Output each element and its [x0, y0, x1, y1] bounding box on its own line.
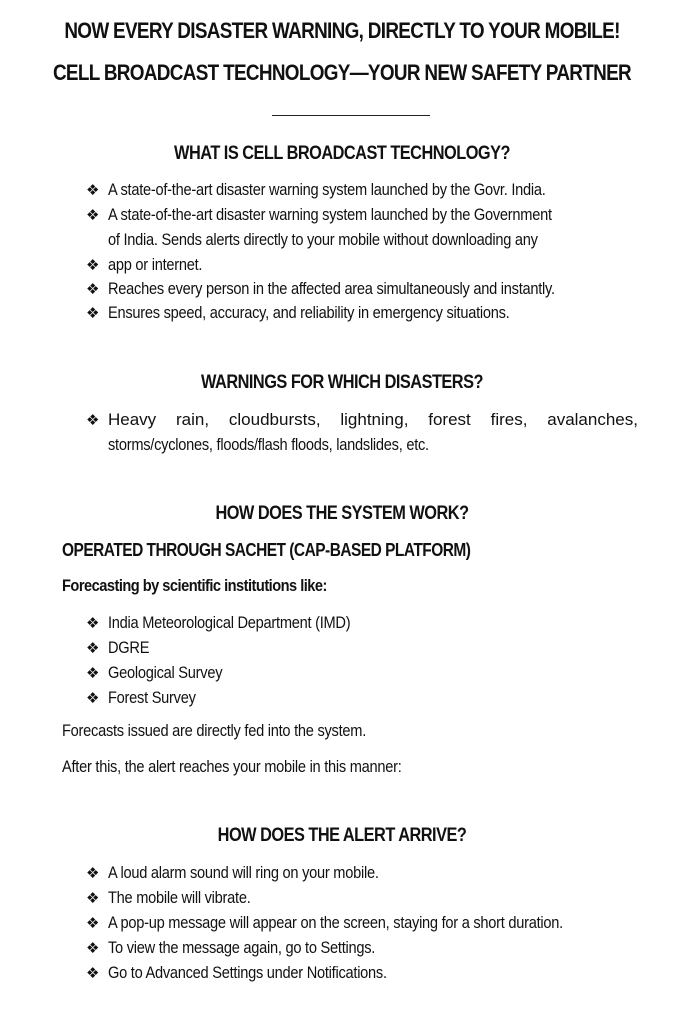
list-item: ❖ Geological Survey	[86, 661, 241, 687]
bullet-icon: ❖	[86, 865, 100, 882]
list-item: ❖ Go to Advanced Settings under Notifications.	[86, 961, 432, 987]
warning-word: cloudbursts,	[228, 410, 321, 429]
section-title-what-is: WHAT IS CELL BROADCAST TECHNOLOGY?	[174, 143, 510, 164]
bullet-icon: ❖	[86, 940, 100, 957]
bullet-icon: ❖	[86, 965, 100, 982]
list-item: ❖ Forest Survey	[86, 686, 210, 712]
warnings-line-1	[108, 408, 638, 433]
list-item: ❖ A pop-up message will appear on the screen, staying for a short duration.	[86, 911, 637, 937]
list-item-continuation: of India. Sends alerts directly to your mobile without downloading any	[108, 230, 538, 249]
divider-rule	[272, 115, 430, 116]
bullet-icon: ❖	[86, 182, 100, 199]
section-title-alert: HOW DOES THE ALERT ARRIVE?	[217, 825, 467, 846]
bullet-icon: ❖	[86, 890, 100, 907]
headline-line-1: NOW EVERY DISASTER WARNING, DIRECTLY TO YOUR MOBILE!	[64, 18, 620, 43]
headline-line-2: CELL BROADCAST TECHNOLOGY—YOUR NEW SAFETY PARTNER	[52, 60, 632, 85]
list-item: ❖ A loud alarm sound will ring on your mobile.	[86, 861, 423, 887]
note-alert-reaches: After this, the alert reaches your mobile in this manner:	[62, 757, 402, 776]
list-item: ❖ The mobile will vibrate.	[86, 886, 274, 912]
warning-word: fires,	[490, 410, 528, 429]
warnings-line-2: storms/cyclones, floods/flash floods, landslides, etc.	[108, 435, 429, 454]
list-item: ❖ app or internet.	[86, 253, 218, 279]
forecast-label: Forecasting by scientific institutions like:	[62, 576, 327, 595]
bullet-icon: ❖	[86, 915, 100, 932]
section-title-warnings: WARNINGS FOR WHICH DISASTERS?	[201, 372, 483, 393]
list-item	[86, 408, 108, 434]
list-item: ❖ Reaches every person in the affected area simultaneously and instantly.	[86, 277, 628, 303]
list-item: ❖ India Meteorological Department (IMD)	[86, 611, 390, 637]
warning-word: Heavy	[108, 410, 157, 429]
bullet-icon: ❖	[86, 690, 100, 707]
warning-word: lightning,	[340, 410, 409, 429]
bullet-icon: ❖	[86, 615, 100, 632]
bullet-icon: ❖	[86, 207, 100, 224]
warning-word: rain,	[176, 410, 210, 429]
note-forecasts: Forecasts issued are directly fed into the system.	[62, 721, 367, 740]
bullet-icon: ❖	[86, 640, 100, 657]
bullet-icon: ❖	[86, 281, 100, 298]
warning-word: avalanches,	[547, 410, 638, 429]
warning-word: forest	[428, 410, 471, 429]
list-item: ❖ A state-of-the-art disaster warning system launched by the Govr. India.	[86, 178, 617, 204]
section-title-system: HOW DOES THE SYSTEM WORK?	[215, 503, 469, 524]
bullet-icon: ❖	[86, 412, 100, 429]
list-item: ❖ To view the message again, go to Settings.	[86, 936, 419, 962]
list-item: ❖ Ensures speed, accuracy, and reliability in emergency situations.	[86, 301, 575, 327]
list-item: ❖ A state-of-the-art disaster warning system launched by the Government	[86, 203, 624, 229]
subhead-sachet: OPERATED THROUGH SACHET (CAP-BASED PLATFORM)	[62, 540, 471, 560]
bullet-icon: ❖	[86, 665, 100, 682]
list-item: ❖ DGRE	[86, 636, 156, 662]
bullet-icon: ❖	[86, 305, 100, 322]
bullet-icon: ❖	[86, 257, 100, 274]
